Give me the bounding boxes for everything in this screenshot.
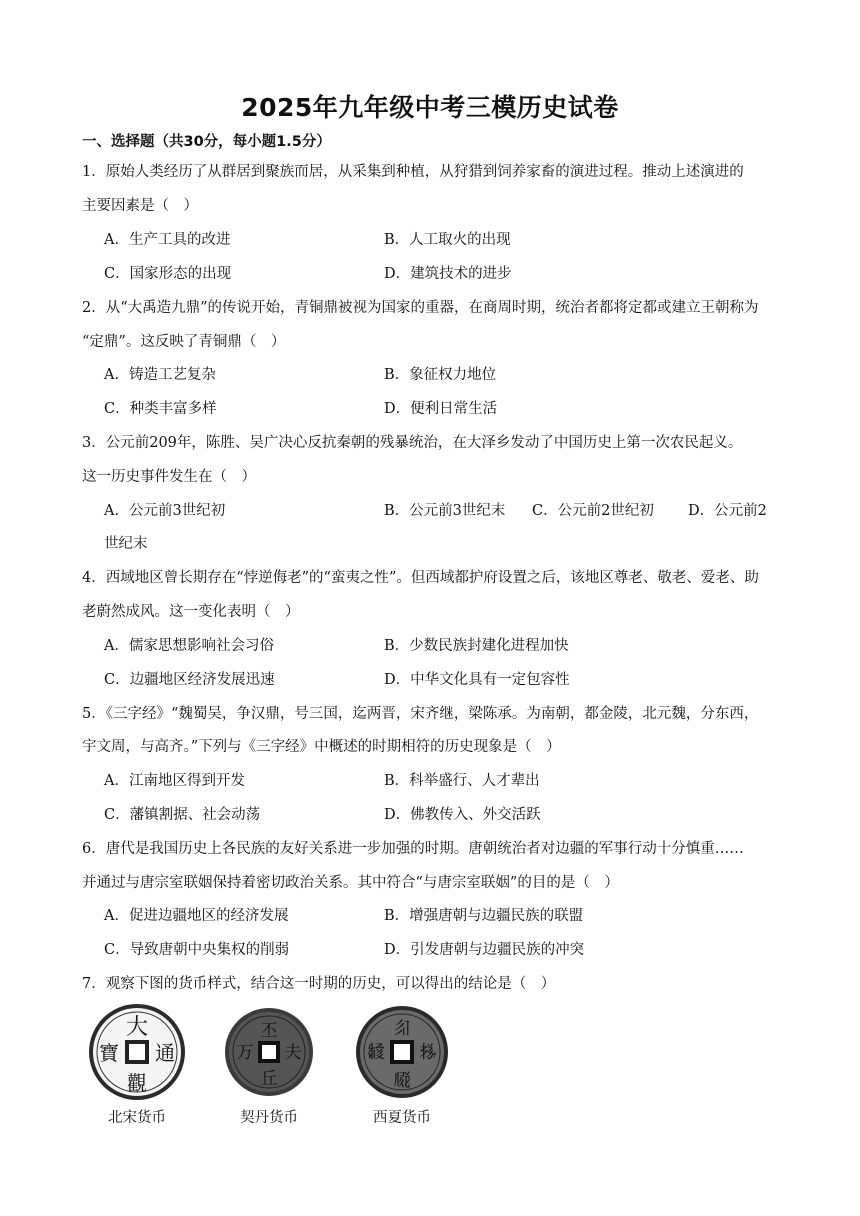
q1-option-b[interactable]: B．人工取火的出现 [384, 232, 511, 248]
coin1-char-bottom: 觀 [127, 1071, 147, 1095]
coin-images [82, 1002, 482, 1102]
q1-option-c[interactable]: C．国家形态的出现 [104, 266, 232, 282]
q4-option-b[interactable]: B．少数民族封建化进程加快 [384, 638, 569, 654]
northern-song-coin [89, 1004, 185, 1100]
coin2-char-bottom: 丘 [260, 1069, 278, 1089]
coin3-char-left: 𗴢 [367, 1042, 385, 1063]
q2-stem-line1: 2．从“大禹造九鼎”的传说开始，青铜鼎被视为国家的重器，在商周时期，统治者都将定都或建立王朝称为 [82, 300, 759, 316]
q3-option-d-continued: 世纪末 [104, 536, 148, 552]
q3-stem-line1: 3．公元前209年，陈胜、吴广决心反抗秦朝的残暴统治，在大泽乡发动了中国历史上第一次农民起义。 [82, 435, 743, 451]
q1-stem-line2: 主要因素是（ ） [82, 198, 198, 214]
q2-option-c[interactable]: C．种类丰富多样 [104, 401, 217, 417]
q6-option-a[interactable]: A．促进边疆地区的经济发展 [104, 908, 289, 924]
q1-option-d[interactable]: D．建筑技术的进步 [384, 266, 512, 282]
q3-option-d[interactable]: D．公元前2 [688, 503, 767, 519]
coin3-char-top: 𗼃 [393, 1018, 411, 1039]
coin2-char-top: 丕 [260, 1021, 278, 1041]
q4-stem-line1: 4．西域地区曾长期存在“悖逆侮老”的“蛮夷之性”。但西域都护府设置之后，该地区尊老、敬老、爱老、助 [82, 570, 759, 586]
q5-option-d[interactable]: D．佛教传入、外交活跃 [384, 807, 541, 823]
q6-option-c[interactable]: C．导致唐朝中央集权的削弱 [104, 942, 290, 958]
khitan-coin [225, 1008, 313, 1096]
q5-stem-line2: 宇文周，与高齐。”下列与《三字经》中概述的时期相符的历史现象是（ ） [82, 739, 561, 755]
western-xia-coin [356, 1006, 448, 1098]
q4-stem-line2: 老蔚然成风。这一变化表明（ ） [82, 604, 300, 620]
q6-stem-line1: 6．唐代是我国历史上各民族的友好关系进一步加强的时期。唐朝统治者对边疆的军事行动十分慎重…… [82, 841, 744, 857]
coin1-char-right: 通 [155, 1041, 175, 1065]
q4-option-a[interactable]: A．儒家思想影响社会习俗 [104, 638, 274, 654]
q2-option-d[interactable]: D．便利日常生活 [384, 401, 498, 417]
q5-stem-line1: 5．《三字经》“魏蜀吴，争汉鼎，号三国，迄两晋，宋齐继，梁陈承。为南朝，都金陵，北元魏，分东西， [82, 706, 759, 722]
q6-stem-line2: 并通过与唐宗室联姻保持着密切政治关系。其中符合“与唐宗室联姻”的目的是（ ） [82, 875, 619, 891]
coin-label-western-xia: 西夏货币 [373, 1110, 431, 1126]
q3-option-b[interactable]: B．公元前3世纪末 [384, 503, 506, 519]
q3-option-a[interactable]: A．公元前3世纪初 [104, 503, 226, 519]
coin-figure [82, 1002, 482, 1132]
q1-option-a[interactable]: A．生产工具的改进 [104, 232, 231, 248]
coin-label-northern-song: 北宋货币 [108, 1110, 166, 1126]
coin-label-khitan: 契丹货币 [240, 1110, 298, 1126]
q2-stem-line2: “定鼎”。这反映了青铜鼎（ ） [82, 334, 286, 350]
q6-option-d[interactable]: D．引发唐朝与边疆民族的冲突 [384, 942, 585, 958]
q5-option-c[interactable]: C．藩镇割据、社会动荡 [104, 807, 261, 823]
q5-option-b[interactable]: B．科举盛行、人才辈出 [384, 773, 540, 789]
coin3-char-right: 𗈪 [419, 1042, 437, 1063]
q2-option-a[interactable]: A．铸造工艺复杂 [104, 367, 216, 383]
coin2-char-left: 万 [236, 1043, 254, 1063]
q2-option-b[interactable]: B．象征权力地位 [384, 367, 497, 383]
q3-stem-line2: 这一历史事件发生在（ ） [82, 469, 256, 485]
q4-option-d[interactable]: D．中华文化具有一定包容性 [384, 672, 570, 688]
section-heading: 一、选择题（共30分，每小题1.5分） [82, 134, 331, 150]
coin1-char-top: 大 [125, 1015, 149, 1040]
q6-option-b[interactable]: B．增强唐朝与边疆民族的联盟 [384, 908, 584, 924]
coin1-char-left: 寶 [99, 1041, 119, 1065]
coin3-char-bottom: 𗆧 [393, 1070, 411, 1091]
exam-title: 2025年九年级中考三模历史试卷 [241, 93, 619, 122]
q3-option-c[interactable]: C．公元前2世纪初 [532, 503, 654, 519]
q5-option-a[interactable]: A．江南地区得到开发 [104, 773, 245, 789]
q1-stem-line1: 1．原始人类经历了从群居到聚族而居，从采集到种植，从狩猎到饲养家畜的演进过程。推动上述演进的 [82, 164, 744, 180]
coin2-char-right: 夫 [284, 1043, 302, 1063]
q4-option-c[interactable]: C．边疆地区经济发展迅速 [104, 672, 275, 688]
q7-stem: 7．观察下图的货币样式，结合这一时期的历史，可以得出的结论是（ ） [82, 976, 556, 992]
